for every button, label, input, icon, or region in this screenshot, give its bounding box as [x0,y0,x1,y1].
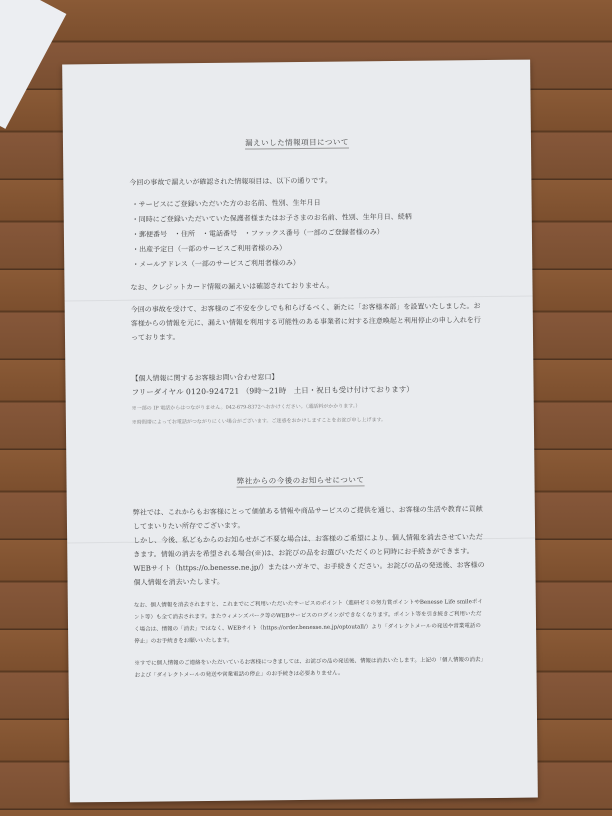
section2-paragraph: 弊社では、これからもお客様にとって価値ある情報や商品サービスのご提供を通じ、お客様の生活や教育に貢献してまいりたい所存でございます。 [132,505,483,531]
letter-sheet [62,60,538,803]
section1-body [129,172,483,345]
section2-body [133,502,487,682]
list-item: ・郵便番号 ・住所 ・電話番号 ・ファックス番号（一部のご登録者様のみ） [131,228,384,239]
contact-block [131,368,484,433]
credit-note: なお、クレジットカード情報の漏えいは確認されておりません。 [130,281,334,292]
section2-points-note: なお、個人情報を消去されますと、これまでにご利用いただいたサービスのポイント（進研ゼミの努力賞ポイントやBenesse Life smileポイント等）も全て消去されます。またウィメンズパーク等のWEBサービスのログインができなくなります。ポイント等を引き続きご利用いただく場合は、情報の「消去」ではなく、WEBサイト（https://order.benesse.ne.jp/optoutall/）より「ダイレクトメールの発送や営業電話の停止」のお手続きをお願いいたします。 [133,599,483,645]
section1-paragraph: 今回の事故を受けて、お客様のご不安を少しでも和らげるべく、新たに「お客様本部」を設置いたしました。お客様からの情報を元に、漏えい情報を利用する可能性のある事業者に対する注意喚起と利用停止の申し入れを行っております。 [130,302,481,342]
section2-paragraph: しかし、今後、私どもからのお知らせがご不要な場合は、お客様のご希望により、個人情報を消去させていただきます。情報の消去を希望される場合(※)は、お詫びの品をお選びいただくのと同時にお手続きができます。WEBサイト（https://o.benesse.ne.jp/）またはハガキで、お手続きください。お詫びの品の発送後、お客様の個人情報を消去いたします。 [133,533,485,587]
list-item: ・出産予定日（一部のサービスご利用者様のみ） [132,244,287,254]
contact-hours: （9時～21時 土日・祝日も受け付けております） [241,384,414,396]
contact-note: ※時間帯によってお電話がつながりにくい場合がございます。ご迷惑をおかけしますことをお詫び申し上げます。 [131,417,387,426]
list-item: ・同時にご登録いただいていた保護者様またはお子さまのお名前、性別、生年月日、続柄 [131,212,412,224]
section1-intro: 今回の事故で漏えいが確認された情報項目は、以下の通りです。 [129,176,332,187]
section1-heading-text: 漏えいした情報項目について [244,137,349,148]
section1-heading [63,134,531,153]
phone-number: 0120-924721 [185,386,240,397]
section2-footnote: ※すでに個人情報のご連絡をいただいているお客様につきましては、お詫びの品の発送後、情報は消去いたします。上記の「個人情報の消去」および「ダイレクトメールの発送や営業電話の停止」のお手続きは必要ありません。 [134,657,487,679]
contact-title: 【個人情報に関するお客様お問い合わせ窓口】 [131,373,279,383]
section2-heading-text: 弊社からの今後のお知らせについて [236,475,365,486]
contact-line [132,382,484,400]
contact-note: ※一部の IP 電話からはつながりません。042-679-8372へおかけください。（通話料がかかります。） [131,403,361,412]
contact-label: フリーダイヤル [131,387,184,397]
list-item: ・メールアドレス（一部のサービスご利用者様のみ） [132,258,300,269]
section2-heading [66,472,534,491]
list-item: ・サービスにご登録いただいた方のお名前、性別、生年月日 [131,198,321,209]
